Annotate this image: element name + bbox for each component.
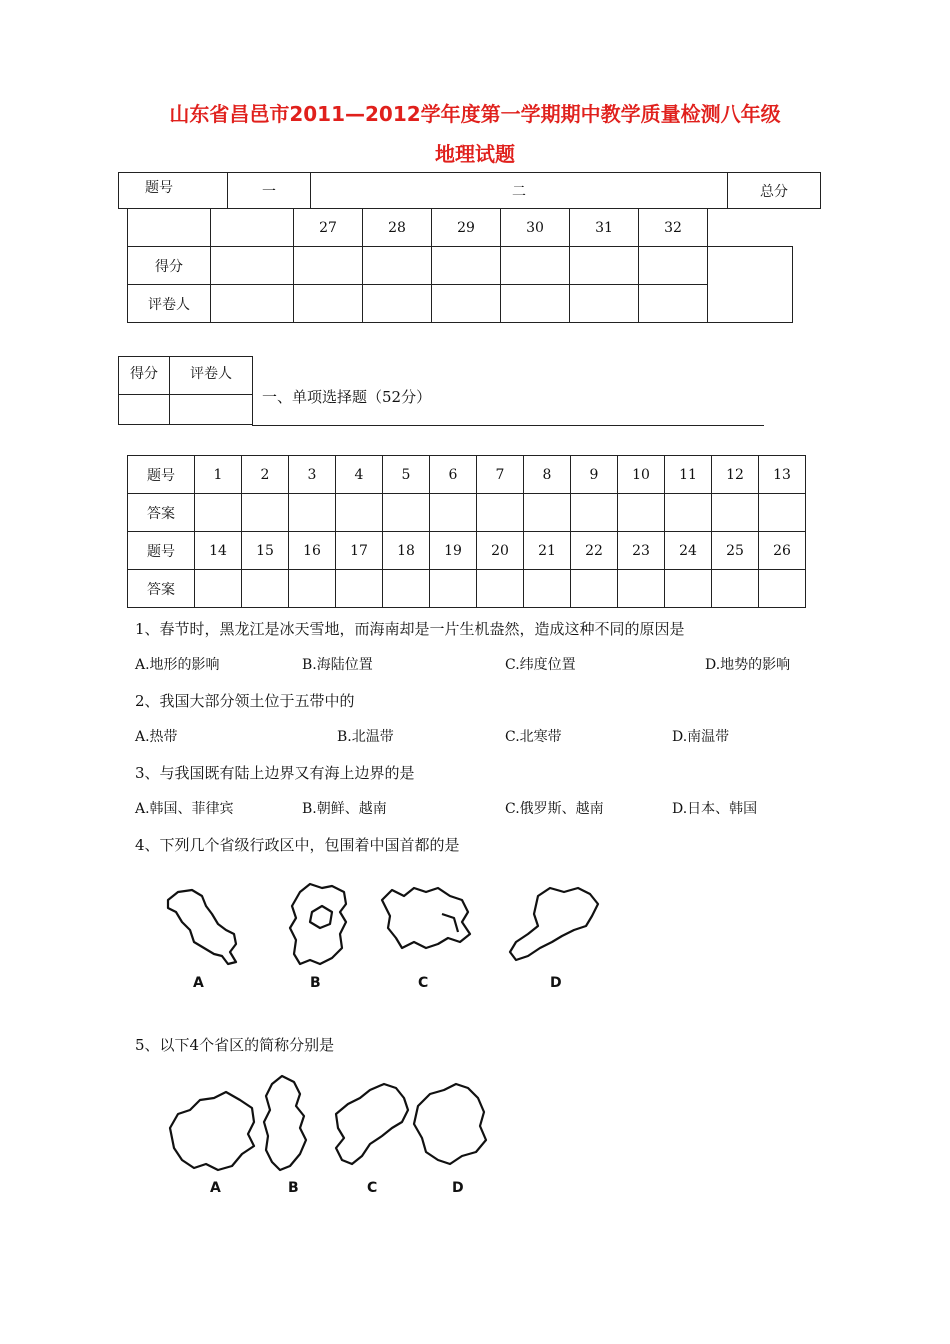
question-1-stem: 1、春节时，黑龙江是冰天雪地，而海南却是一片生机盎然，造成这种不同的原因是 <box>135 620 685 638</box>
question-5-map-label-a: A <box>210 1180 221 1196</box>
answer-table-number-row <box>128 456 806 494</box>
question-5-map-label-d: D <box>452 1180 464 1196</box>
question-number: 8 <box>524 456 571 494</box>
question-4-map-label-a: A <box>193 975 204 991</box>
province-map-a <box>170 1092 254 1170</box>
answer-cell[interactable] <box>618 494 665 532</box>
answer-cell[interactable] <box>336 570 383 608</box>
question-number: 17 <box>336 532 383 570</box>
answer-cell[interactable] <box>524 570 571 608</box>
section1-underline <box>252 425 764 426</box>
answer-cell[interactable] <box>665 570 712 608</box>
question-2-option-d[interactable]: D.南温带 <box>672 729 730 745</box>
score-cell[interactable] <box>570 247 639 285</box>
question-number: 9 <box>571 456 618 494</box>
question-1-option-c[interactable]: C.纬度位置 <box>505 657 576 673</box>
score-detail-table <box>127 208 793 323</box>
grader-cell[interactable] <box>501 285 570 323</box>
grader-cell[interactable] <box>211 285 294 323</box>
answer-cell[interactable] <box>665 494 712 532</box>
question-2-option-a[interactable]: A.热带 <box>135 729 178 745</box>
section1-heading: 一、单项选择题（52分） <box>262 388 432 406</box>
answer-cell[interactable] <box>195 494 242 532</box>
question-4-map-label-c: C <box>418 975 429 991</box>
answer-cell[interactable] <box>289 570 336 608</box>
score-detail-number: 27 <box>294 209 363 247</box>
question-number: 22 <box>571 532 618 570</box>
question-number: 12 <box>712 456 759 494</box>
question-number: 15 <box>242 532 289 570</box>
question-number: 1 <box>195 456 242 494</box>
question-number: 18 <box>383 532 430 570</box>
answer-table <box>127 455 806 608</box>
question-number: 20 <box>477 532 524 570</box>
section1-score-box <box>118 356 253 425</box>
score-detail-number: 30 <box>501 209 570 247</box>
score-cell[interactable] <box>432 247 501 285</box>
grader-cell[interactable] <box>363 285 432 323</box>
province-map-c <box>382 888 470 948</box>
province-map-b <box>264 1076 306 1170</box>
grader-cell[interactable] <box>570 285 639 323</box>
section1-score-cell[interactable] <box>119 395 170 425</box>
question-4-stem: 4、下列几个省级行政区中，包围着中国首都的是 <box>135 836 460 854</box>
question-5-province-maps <box>160 1070 500 1180</box>
province-map-a <box>168 890 236 964</box>
question-number: 16 <box>289 532 336 570</box>
answer-cell[interactable] <box>242 494 289 532</box>
grader-row-label: 评卷人 <box>128 285 211 323</box>
answer-cell[interactable] <box>383 494 430 532</box>
answer-cell[interactable] <box>571 494 618 532</box>
answer-table-number-row <box>128 532 806 570</box>
grader-cell[interactable] <box>639 285 708 323</box>
score-cell[interactable] <box>501 247 570 285</box>
question-number: 26 <box>759 532 806 570</box>
question-3-option-b[interactable]: B.朝鲜、越南 <box>302 801 387 817</box>
question-3-option-a[interactable]: A.韩国、菲律宾 <box>135 801 234 817</box>
question-number: 14 <box>195 532 242 570</box>
score-cell[interactable] <box>211 247 294 285</box>
question-number: 25 <box>712 532 759 570</box>
answer-cell[interactable] <box>430 494 477 532</box>
question-1-option-d[interactable]: D.地势的影响 <box>705 657 791 673</box>
score-detail-blank <box>128 209 211 247</box>
score-header-section-one: 一 <box>228 173 311 209</box>
question-number: 6 <box>430 456 477 494</box>
score-detail-number: 31 <box>570 209 639 247</box>
question-5-stem: 5、以下4个省区的简称分别是 <box>135 1036 335 1054</box>
score-detail-number: 28 <box>363 209 432 247</box>
answer-cell[interactable] <box>712 570 759 608</box>
answer-cell[interactable] <box>195 570 242 608</box>
score-row-label: 得分 <box>128 247 211 285</box>
province-map-d <box>414 1084 486 1164</box>
question-number: 19 <box>430 532 477 570</box>
answer-cell[interactable] <box>430 570 477 608</box>
question-number: 13 <box>759 456 806 494</box>
score-cell[interactable] <box>363 247 432 285</box>
answer-cell[interactable] <box>477 494 524 532</box>
question-1-option-b[interactable]: B.海陆位置 <box>302 657 373 673</box>
answer-table-label: 题号 <box>128 532 195 570</box>
question-4-map-label-d: D <box>550 975 562 991</box>
score-header-total: 总分 <box>728 173 821 209</box>
question-2-option-b[interactable]: B.北温带 <box>337 729 394 745</box>
answer-cell[interactable] <box>477 570 524 608</box>
question-4-map-label-b: B <box>310 975 321 991</box>
score-header-tihao: 题号 <box>119 173 228 209</box>
question-5-map-label-c: C <box>367 1180 378 1196</box>
score-cell[interactable] <box>639 247 708 285</box>
question-4-province-maps <box>160 878 610 978</box>
question-1-option-a[interactable]: A.地形的影响 <box>135 657 220 673</box>
section1-grader-cell[interactable] <box>170 395 253 425</box>
score-cell[interactable] <box>294 247 363 285</box>
question-2-option-c[interactable]: C.北寒带 <box>505 729 562 745</box>
answer-table-answer-row <box>128 494 806 532</box>
question-3-stem: 3、与我国既有陆上边界又有海上边界的是 <box>135 764 415 782</box>
question-number: 21 <box>524 532 571 570</box>
score-total-cell[interactable] <box>708 247 793 323</box>
province-map-d <box>510 888 598 960</box>
exam-title-line1: 山东省昌邑市2011—2012学年度第一学期期中教学质量检测八年级 <box>169 102 781 126</box>
answer-table-answer-row <box>128 570 806 608</box>
question-number: 7 <box>477 456 524 494</box>
section1-score-label: 得分 <box>119 357 170 395</box>
question-number: 23 <box>618 532 665 570</box>
question-number: 3 <box>289 456 336 494</box>
province-map-b <box>290 884 346 964</box>
score-detail-blank <box>211 209 294 247</box>
question-number: 10 <box>618 456 665 494</box>
answer-cell[interactable] <box>383 570 430 608</box>
province-map-c <box>336 1084 408 1164</box>
section1-grader-label: 评卷人 <box>170 357 253 395</box>
score-header-table <box>118 172 821 209</box>
grader-cell[interactable] <box>432 285 501 323</box>
question-number: 24 <box>665 532 712 570</box>
answer-cell[interactable] <box>336 494 383 532</box>
answer-table-label: 答案 <box>128 494 195 532</box>
question-number: 11 <box>665 456 712 494</box>
score-detail-blank <box>708 209 793 247</box>
question-3-option-d[interactable]: D.日本、韩国 <box>672 801 758 817</box>
exam-title-line2: 地理试题 <box>435 142 515 166</box>
question-3-option-c[interactable]: C.俄罗斯、越南 <box>505 801 604 817</box>
answer-cell[interactable] <box>289 494 336 532</box>
question-number: 2 <box>242 456 289 494</box>
answer-cell[interactable] <box>618 570 665 608</box>
question-number: 5 <box>383 456 430 494</box>
score-detail-number: 29 <box>432 209 501 247</box>
grader-cell[interactable] <box>294 285 363 323</box>
answer-table-label: 答案 <box>128 570 195 608</box>
question-2-stem: 2、我国大部分领土位于五带中的 <box>135 692 355 710</box>
answer-cell[interactable] <box>524 494 571 532</box>
question-5-map-label-b: B <box>288 1180 299 1196</box>
answer-cell[interactable] <box>571 570 618 608</box>
answer-cell[interactable] <box>759 494 806 532</box>
answer-table-label: 题号 <box>128 456 195 494</box>
score-detail-number: 32 <box>639 209 708 247</box>
answer-cell[interactable] <box>759 570 806 608</box>
question-number: 4 <box>336 456 383 494</box>
score-header-section-two: 二 <box>311 173 728 209</box>
answer-cell[interactable] <box>712 494 759 532</box>
answer-cell[interactable] <box>242 570 289 608</box>
